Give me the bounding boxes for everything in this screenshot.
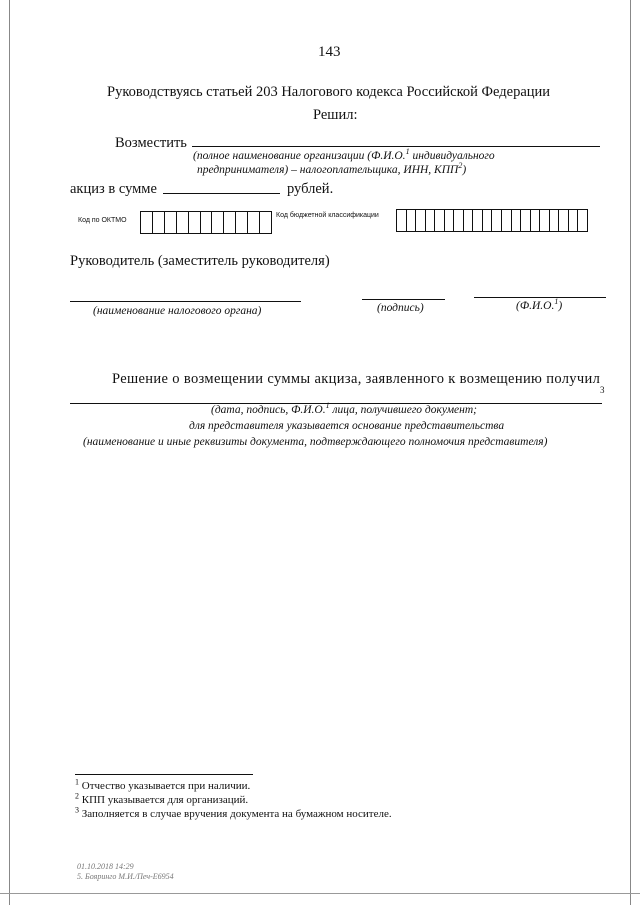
kbk-cell[interactable] bbox=[540, 210, 550, 231]
decision-heading: Решил: bbox=[313, 107, 358, 123]
kbk-cell[interactable] bbox=[416, 210, 426, 231]
oktmo-cell[interactable] bbox=[224, 212, 236, 233]
kbk-cell[interactable] bbox=[397, 210, 407, 231]
oktmo-cell[interactable] bbox=[189, 212, 201, 233]
oktmo-cell[interactable] bbox=[260, 212, 271, 233]
organization-name-line[interactable] bbox=[192, 146, 600, 147]
page-edge-bottom bbox=[0, 893, 640, 894]
organization-hint-line1: (полное наименование организации (Ф.И.О.$^1$ индивидуального bbox=[193, 147, 495, 162]
kbk-cell[interactable] bbox=[512, 210, 522, 231]
excise-amount-label: акциз в сумме bbox=[70, 181, 157, 197]
receipt-footnote-mark: 3 bbox=[600, 385, 605, 395]
kbk-cell[interactable] bbox=[454, 210, 464, 231]
header-line: Руководствуясь статьей 203 Налогового кодекса Российской Федерации bbox=[107, 84, 551, 100]
receipt-caption-line1: (дата, подпись, Ф.И.О.$^1$ лица, получившего документ; bbox=[211, 401, 477, 416]
authority-line[interactable] bbox=[70, 301, 301, 302]
oktmo-cell[interactable] bbox=[201, 212, 213, 233]
reimburse-label: Возместить bbox=[115, 135, 187, 151]
kbk-cell[interactable] bbox=[531, 210, 541, 231]
authority-caption: (наименование налогового органа) bbox=[93, 305, 262, 317]
page-number: 143 bbox=[318, 44, 341, 60]
footnote-2: $^2$ КПП указывается для организаций. bbox=[75, 791, 249, 806]
kbk-cell[interactable] bbox=[426, 210, 436, 231]
oktmo-cell[interactable] bbox=[212, 212, 224, 233]
kbk-cell[interactable] bbox=[483, 210, 493, 231]
print-stamp-line2: 5. Бояринго М.И./Печ-Е6954 bbox=[77, 872, 174, 881]
oktmo-cell[interactable] bbox=[165, 212, 177, 233]
kbk-cells[interactable] bbox=[396, 209, 588, 232]
footnote-1: $^1$ Отчество указывается при наличии. bbox=[75, 777, 251, 792]
signature-line[interactable] bbox=[362, 299, 445, 300]
kbk-cell[interactable] bbox=[502, 210, 512, 231]
receipt-caption-line3: (наименование и иные реквизиты документа, подтверждающего полномочия представителя) bbox=[83, 436, 548, 448]
kbk-cell[interactable] bbox=[569, 210, 579, 231]
currency-label: рублей. bbox=[287, 181, 334, 197]
kbk-cell[interactable] bbox=[407, 210, 417, 231]
receipt-text: Решение о возмещении суммы акциза, заявленного к возмещению получил bbox=[112, 371, 601, 387]
oktmo-cells[interactable] bbox=[140, 211, 272, 234]
kbk-cell[interactable] bbox=[559, 210, 569, 231]
kbk-cell[interactable] bbox=[464, 210, 474, 231]
footnote-3: $^3$ Заполняется в случае вручения документа на бумажном носителе. bbox=[75, 805, 392, 820]
kbk-cell[interactable] bbox=[492, 210, 502, 231]
fio-caption: (Ф.И.О.$^1$) bbox=[516, 297, 563, 312]
oktmo-cell[interactable] bbox=[236, 212, 248, 233]
organization-hint-line2: предпринимателя) – налогоплательщика, ИНН, КПП$^2$) bbox=[197, 161, 467, 176]
oktmo-cell[interactable] bbox=[248, 212, 260, 233]
oktmo-label: Код по ОКТМО bbox=[78, 217, 127, 224]
kbk-cell[interactable] bbox=[445, 210, 455, 231]
page-edge-right bbox=[630, 0, 631, 905]
head-label: Руководитель (заместитель руководителя) bbox=[70, 253, 330, 269]
kbk-cell[interactable] bbox=[578, 210, 587, 231]
kbk-cell[interactable] bbox=[435, 210, 445, 231]
kbk-label: Код бюджетной классификации bbox=[276, 212, 379, 219]
kbk-cell[interactable] bbox=[473, 210, 483, 231]
oktmo-cell[interactable] bbox=[153, 212, 165, 233]
signature-caption: (подпись) bbox=[377, 302, 424, 314]
footnote-divider bbox=[75, 774, 253, 775]
kbk-cell[interactable] bbox=[550, 210, 560, 231]
excise-amount-line[interactable] bbox=[163, 193, 280, 194]
fio-line[interactable] bbox=[474, 297, 606, 298]
receipt-caption-line2: для представителя указывается основание представительства bbox=[189, 420, 505, 432]
oktmo-cell[interactable] bbox=[141, 212, 153, 233]
oktmo-cell[interactable] bbox=[177, 212, 189, 233]
kbk-cell[interactable] bbox=[521, 210, 531, 231]
page-edge-left bbox=[9, 0, 10, 905]
print-stamp-line1: 01.10.2018 14:29 bbox=[77, 862, 134, 871]
